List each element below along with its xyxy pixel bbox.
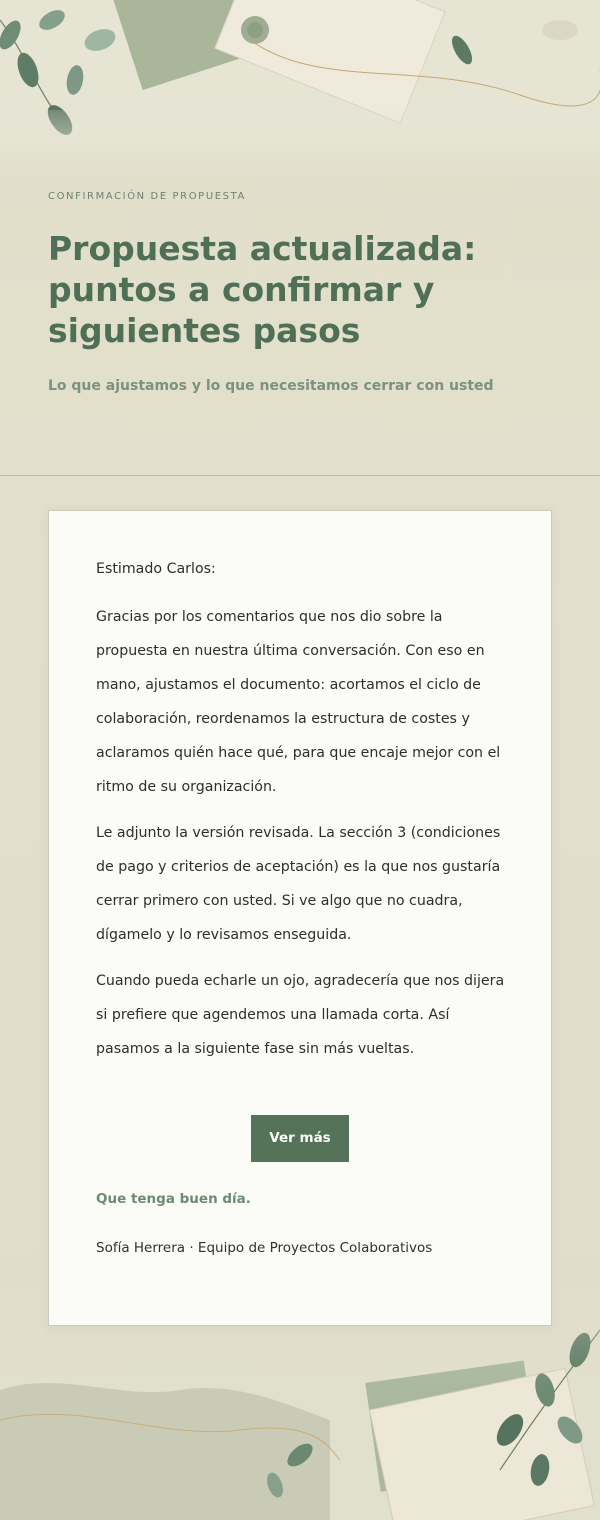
greeting: Estimado Carlos: bbox=[96, 561, 216, 577]
cta-container bbox=[49, 1115, 551, 1162]
page-title: Propuesta actualizada: puntos a confirmar y siguientes pasos bbox=[48, 229, 477, 350]
eyebrow-label: CONFIRMACIÓN DE PROPUESTA bbox=[48, 191, 246, 202]
signoff: Que tenga buen día. bbox=[96, 1191, 251, 1207]
header-illustration bbox=[0, 0, 600, 180]
eucalyptus-envelope-icon bbox=[0, 0, 600, 180]
page-subtitle: Lo que ajustamos y lo que necesitamos cerrar con usted bbox=[48, 378, 494, 394]
message-paragraph: Gracias por los comentarios que nos dio sobre la propuesta en nuestra última conversación. Con eso en mano, ajustamos el documento: acortamos el ciclo de colaboración, reordenamos la estructura de costes y aclaramos quién hace qué, para que encaje mejor con el ritmo de su organización. bbox=[96, 609, 501, 795]
message-card bbox=[48, 510, 552, 1326]
message-paragraph: Le adjunto la versión revisada. La sección 3 (condiciones de pago y criterios de aceptación) es la que nos gustaría cerrar primero con usted. Si ve algo que no cuadra, dígamelo y lo revisamos enseguida. bbox=[96, 825, 501, 943]
signature: Sofía Herrera · Equipo de Proyectos Colaborativos bbox=[96, 1240, 433, 1256]
message-paragraph: Cuando pueda echarle un ojo, agradecería que nos dijera si prefiere que agendemos una llamada corta. Así pasamos a la siguiente fase sin más vueltas. bbox=[96, 973, 505, 1057]
ver-mas-button[interactable]: Ver más bbox=[251, 1115, 348, 1162]
header-divider bbox=[0, 475, 600, 476]
message-body bbox=[96, 558, 506, 1078]
